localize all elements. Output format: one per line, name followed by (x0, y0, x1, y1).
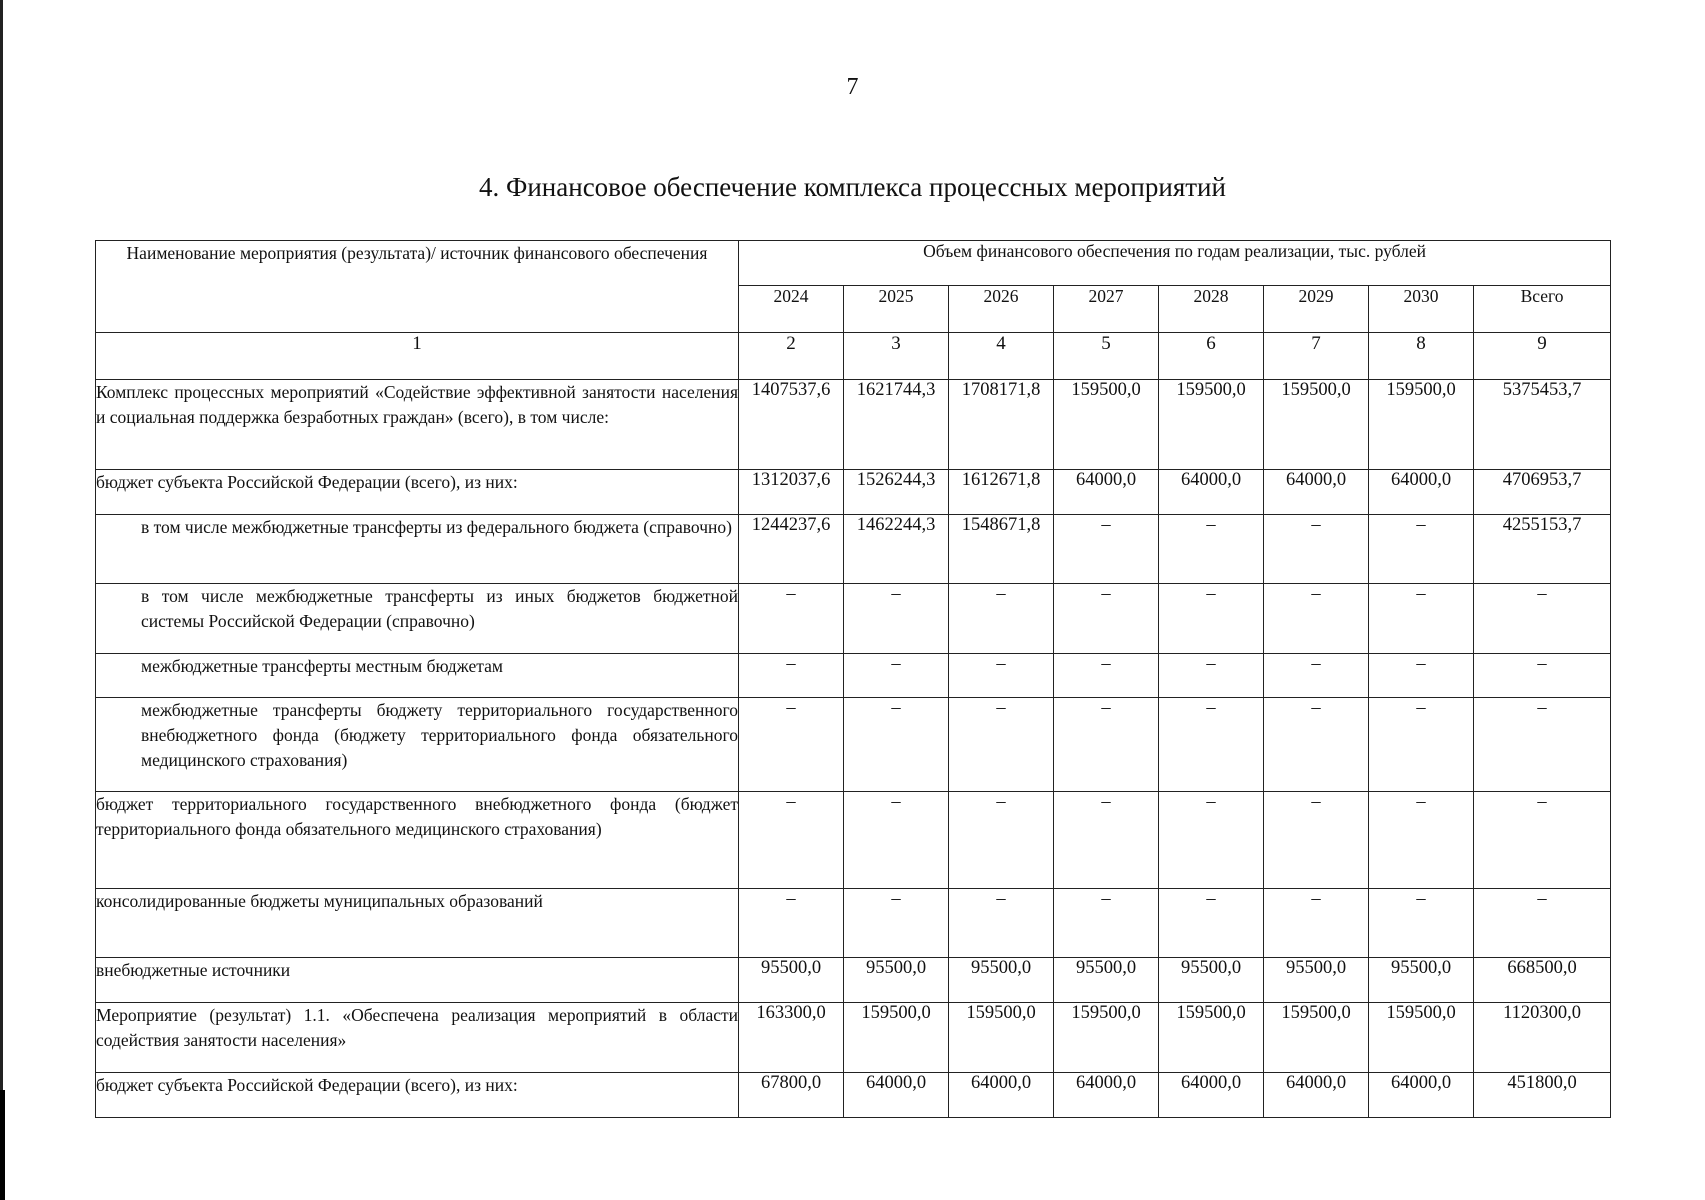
cell-value: – (1474, 698, 1611, 792)
cell-value: 159500,0 (1369, 380, 1474, 470)
table-row (96, 380, 1611, 470)
cell-value: 95500,0 (1369, 958, 1474, 1003)
cell-value: – (1369, 889, 1474, 958)
name-column-header: Наименование мероприятия (результата)/ источник финансового обеспечения (96, 241, 739, 333)
cell-value: 159500,0 (1159, 380, 1264, 470)
cell-value: 1462244,3 (844, 515, 949, 584)
page-number: 7 (846, 74, 859, 100)
row-name: бюджет субъекта Российской Федерации (всего), из них: (96, 1073, 739, 1118)
table-row (96, 1073, 1611, 1118)
row-name: в том числе межбюджетные трансферты из иных бюджетов бюджетной системы Российской Федерации (справочно) (96, 584, 739, 654)
cell-value: – (739, 654, 844, 698)
cell-value: – (949, 698, 1054, 792)
cell-value: 64000,0 (844, 1073, 949, 1118)
cell-value: – (949, 584, 1054, 654)
year-header: 2025 (844, 286, 949, 333)
total-header: Всего (1474, 286, 1611, 333)
cell-value: – (1369, 515, 1474, 584)
row-name: внебюджетные источники (96, 958, 739, 1003)
cell-value: 163300,0 (739, 1003, 844, 1073)
cell-value: – (1264, 515, 1369, 584)
cell-value: – (1054, 515, 1159, 584)
cell-value: – (1054, 654, 1159, 698)
cell-value: – (739, 698, 844, 792)
cell-value: 159500,0 (1159, 1003, 1264, 1073)
cell-value: – (1159, 889, 1264, 958)
cell-value: – (1369, 792, 1474, 889)
cell-value: – (1369, 698, 1474, 792)
cell-value: – (739, 584, 844, 654)
cell-value: – (1369, 584, 1474, 654)
year-header: 2030 (1369, 286, 1474, 333)
row-name: консолидированные бюджеты муниципальных образований (96, 889, 739, 958)
cell-value: 4706953,7 (1474, 470, 1611, 515)
cell-value: – (1159, 584, 1264, 654)
table-row (96, 654, 1611, 698)
cell-value: – (949, 792, 1054, 889)
cell-value: 95500,0 (1054, 958, 1159, 1003)
cell-value: – (739, 889, 844, 958)
cell-value: – (1264, 698, 1369, 792)
financing-table (95, 240, 1611, 1118)
cell-value: 95500,0 (844, 958, 949, 1003)
table-row (96, 1003, 1611, 1073)
cell-value: 1244237,6 (739, 515, 844, 584)
cell-value: – (949, 654, 1054, 698)
cell-value: 64000,0 (1264, 1073, 1369, 1118)
cell-value: 1526244,3 (844, 470, 949, 515)
cell-value: – (1159, 515, 1264, 584)
cell-value: – (1474, 889, 1611, 958)
table-row (96, 698, 1611, 792)
cell-value: 1708171,8 (949, 380, 1054, 470)
cell-value: 64000,0 (1369, 1073, 1474, 1118)
cell-value: 1407537,6 (739, 380, 844, 470)
table-row (96, 889, 1611, 958)
page-title: 4. Финансовое обеспечение комплекса процессных мероприятий (479, 172, 1226, 202)
column-number: 7 (1264, 333, 1369, 380)
row-name: в том числе межбюджетные трансферты из федерального бюджета (справочно) (96, 515, 739, 584)
cell-value: – (1054, 792, 1159, 889)
table-row (96, 470, 1611, 515)
cell-value: – (949, 889, 1054, 958)
table-row (96, 792, 1611, 889)
cell-value: 64000,0 (1054, 1073, 1159, 1118)
cell-value: – (739, 792, 844, 889)
cell-value: 67800,0 (739, 1073, 844, 1118)
row-name: Комплекс процессных мероприятий «Содействие эффективной занятости населения и социальная поддержка безработных граждан» (всего), в том числе: (96, 380, 739, 470)
cell-value: 159500,0 (1264, 1003, 1369, 1073)
cell-value: 95500,0 (1159, 958, 1264, 1003)
column-number: 5 (1054, 333, 1159, 380)
cell-value: 668500,0 (1474, 958, 1611, 1003)
cell-value: – (1264, 654, 1369, 698)
cell-value: – (844, 792, 949, 889)
cell-value: – (1474, 792, 1611, 889)
row-name: бюджет территориального государственного внебюджетного фонда (бюджет территориального фонда обязательного медицинского страхования) (96, 792, 739, 889)
year-header: 2027 (1054, 286, 1159, 333)
cell-value: 159500,0 (844, 1003, 949, 1073)
cell-value: – (1159, 654, 1264, 698)
cell-value: 159500,0 (1264, 380, 1369, 470)
cell-value: 5375453,7 (1474, 380, 1611, 470)
column-number: 2 (739, 333, 844, 380)
cell-value: 159500,0 (1369, 1003, 1474, 1073)
cell-value: – (1054, 889, 1159, 958)
column-number: 4 (949, 333, 1054, 380)
cell-value: 64000,0 (949, 1073, 1054, 1118)
cell-value: 64000,0 (1264, 470, 1369, 515)
column-number: 3 (844, 333, 949, 380)
cell-value: 159500,0 (1054, 380, 1159, 470)
cell-value: 95500,0 (949, 958, 1054, 1003)
row-name: Мероприятие (результат) 1.1. «Обеспечена реализация мероприятий в области содействия занятости населения» (96, 1003, 739, 1073)
year-header: 2029 (1264, 286, 1369, 333)
column-number: 8 (1369, 333, 1474, 380)
cell-value: – (1369, 654, 1474, 698)
cell-value: 1548671,8 (949, 515, 1054, 584)
cell-value: – (1474, 584, 1611, 654)
cell-value: 1120300,0 (1474, 1003, 1611, 1073)
cell-value: 95500,0 (1264, 958, 1369, 1003)
row-name: бюджет субъекта Российской Федерации (всего), из них: (96, 470, 739, 515)
cell-value: 1312037,6 (739, 470, 844, 515)
column-number: 9 (1474, 333, 1611, 380)
cell-value: 1612671,8 (949, 470, 1054, 515)
year-header: 2028 (1159, 286, 1264, 333)
cell-value: 451800,0 (1474, 1073, 1611, 1118)
cell-value: 64000,0 (1369, 470, 1474, 515)
year-header: 2024 (739, 286, 844, 333)
cell-value: – (1474, 654, 1611, 698)
cell-value: – (1159, 698, 1264, 792)
cell-value: – (1264, 584, 1369, 654)
column-number: 6 (1159, 333, 1264, 380)
cell-value: 4255153,7 (1474, 515, 1611, 584)
cell-value: – (1159, 792, 1264, 889)
cell-value: – (1054, 698, 1159, 792)
cell-value: 159500,0 (949, 1003, 1054, 1073)
cell-value: – (1264, 792, 1369, 889)
cell-value: – (844, 889, 949, 958)
cell-value: – (844, 698, 949, 792)
cell-value: 159500,0 (1054, 1003, 1159, 1073)
column-number: 1 (96, 333, 739, 380)
table-row (96, 584, 1611, 654)
cell-value: 64000,0 (1159, 1073, 1264, 1118)
cell-value: – (1264, 889, 1369, 958)
table-row (96, 515, 1611, 584)
cell-value: 1621744,3 (844, 380, 949, 470)
financing-volume-header: Объем финансового обеспечения по годам реализации, тыс. рублей (739, 241, 1611, 286)
cell-value: 64000,0 (1159, 470, 1264, 515)
cell-value: 95500,0 (739, 958, 844, 1003)
cell-value: – (844, 584, 949, 654)
cell-value: 64000,0 (1054, 470, 1159, 515)
table-row (96, 958, 1611, 1003)
row-name: межбюджетные трансферты местным бюджетам (96, 654, 739, 698)
row-name: межбюджетные трансферты бюджету территориального государственного внебюджетного фонда (бюджету территориального фонда обязательного медицинского страхования) (96, 698, 739, 792)
cell-value: – (1054, 584, 1159, 654)
header-row (96, 241, 1611, 286)
column-number-row (96, 333, 1611, 380)
scan-edge-mark (0, 1090, 5, 1200)
year-header: 2026 (949, 286, 1054, 333)
cell-value: – (844, 654, 949, 698)
